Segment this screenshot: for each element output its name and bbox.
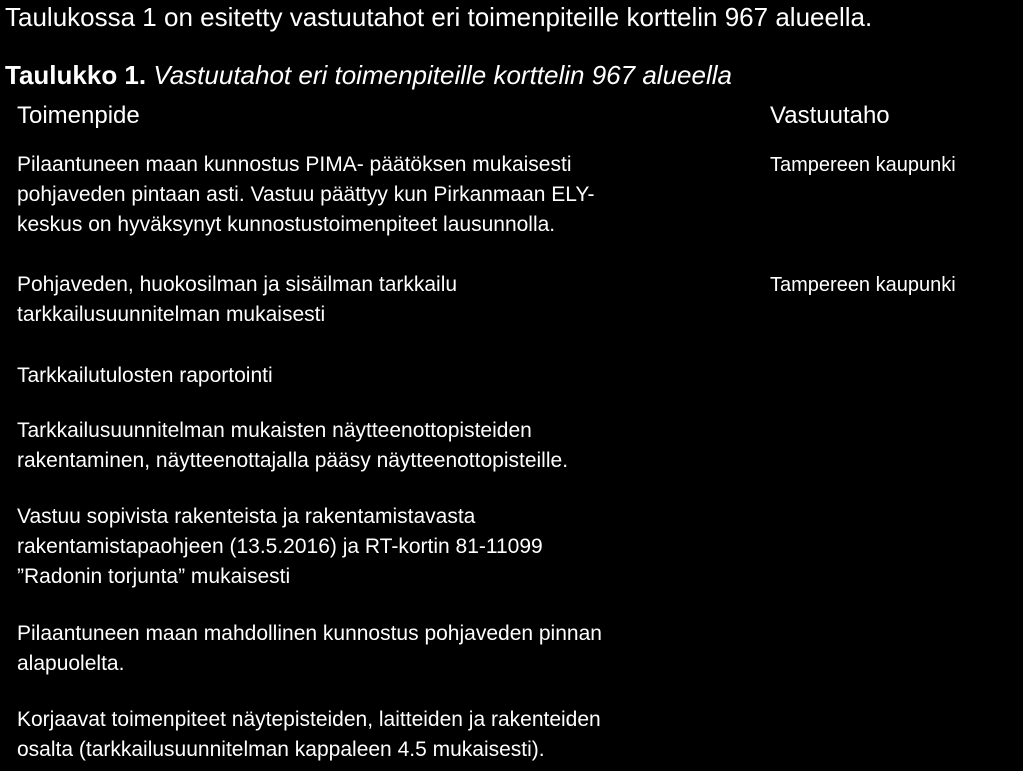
action-cell [17,270,737,330]
column-header-action: Toimenpide [17,102,140,129]
table-caption-label: Taulukko 1. [5,60,147,90]
action-line: tarkkailusuunnitelman mukaisesti [17,303,326,326]
action-cell [17,619,737,679]
action-line: Vastuu sopivista rakenteista ja rakentamistavasta [17,505,476,528]
action-cell [17,416,737,476]
table-caption-text: Vastuutahot eri toimenpiteille korttelin 967 alueella [153,60,732,90]
action-line: ”Radonin torjunta” mukaisesti [17,565,291,588]
action-line: Tarkkailusuunnitelman mukaisten näytteenottopisteiden [17,419,532,442]
intro-paragraph: Taulukossa 1 on esitetty vastuutahot eri toimenpiteille korttelin 967 alueella. [5,2,873,32]
action-line: alapuolelta. [17,652,125,675]
action-line: Tarkkailutulosten raportointi [17,364,273,387]
action-line: osalta (tarkkailusuunnitelman kappaleen 4.5 mukaisesti). [17,738,545,761]
action-cell [17,705,737,765]
action-line: Korjaavat toimenpiteet näytepisteiden, laitteiden ja rakenteiden [17,708,601,731]
column-header-responsible: Vastuutaho [770,102,890,129]
table-caption [5,58,732,92]
action-line: pohjaveden pintaan asti. Vastuu päättyy kun Pirkanmaan ELY- [17,183,595,206]
action-cell [17,361,737,391]
responsible-cell: Tampereen kaupunki [770,274,956,296]
action-cell [17,150,737,240]
action-line: keskus on hyväksynyt kunnostustoimenpiteet lausunnolla. [17,213,556,236]
action-line: Pohjaveden, huokosilman ja sisäilman tarkkailu [17,273,458,296]
action-line: Pilaantuneen maan mahdollinen kunnostus pohjaveden pinnan [17,622,602,645]
action-line: rakentaminen, näytteenottajalla pääsy näytteenottopisteille. [17,449,569,472]
responsible-cell: Tampereen kaupunki [770,154,956,176]
action-line: rakentamistapaohjeen (13.5.2016) ja RT-kortin 81-11099 [17,535,543,558]
action-line: Pilaantuneen maan kunnostus PIMA- päätöksen mukaisesti [17,153,572,176]
action-cell [17,502,737,592]
